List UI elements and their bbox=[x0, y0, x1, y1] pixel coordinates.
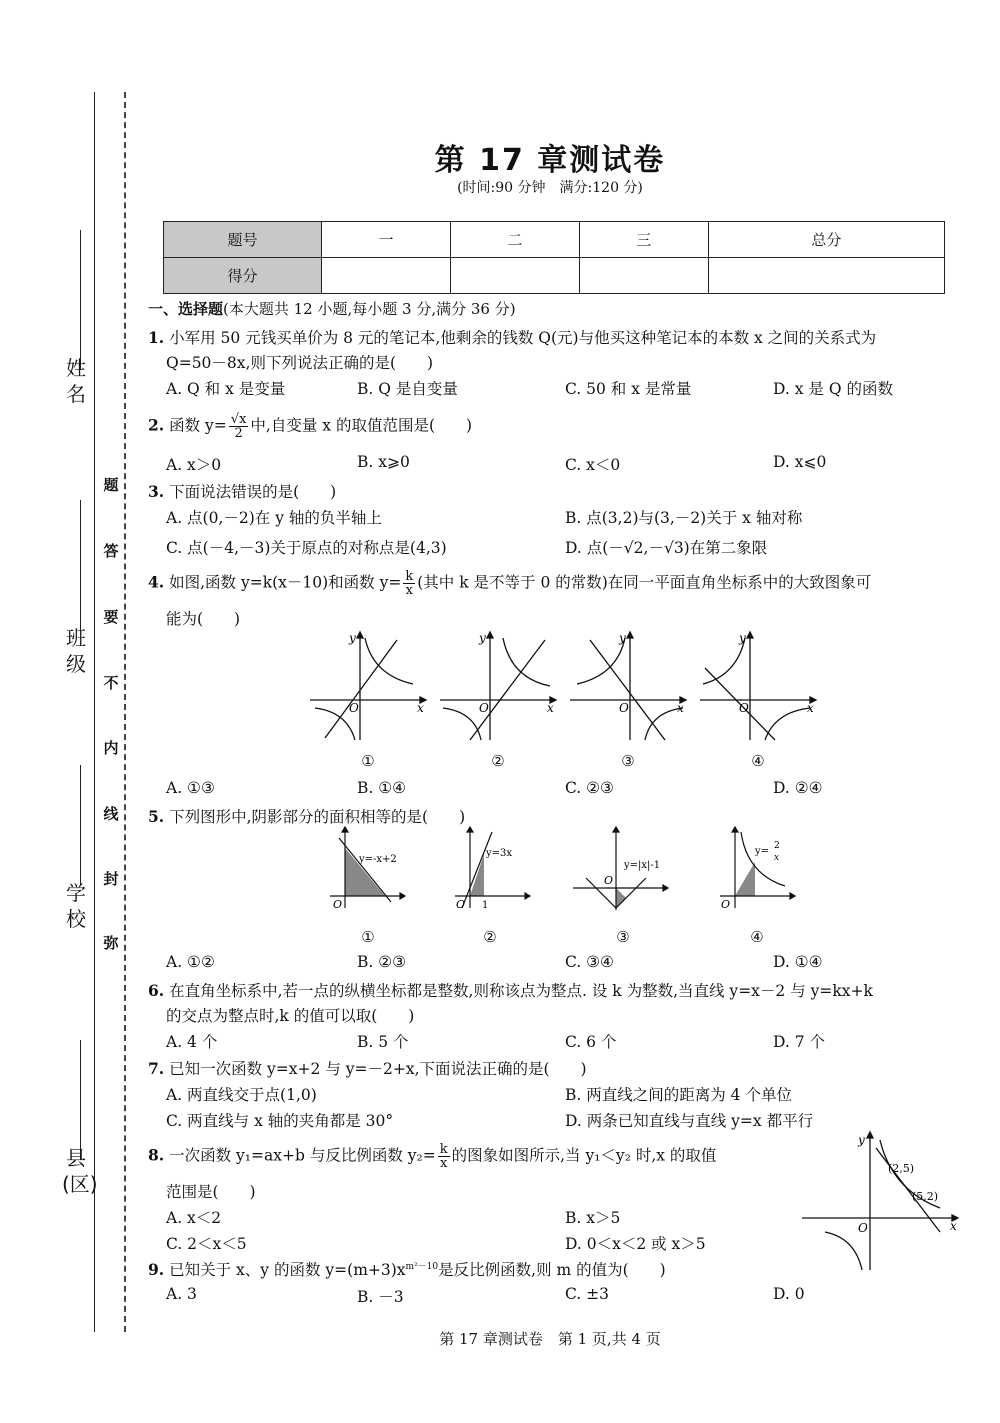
question-3 bbox=[148, 480, 336, 502]
question-text: Q=50－8x,则下列说法正确的是( ) bbox=[166, 354, 434, 372]
option-a[interactable]: A. 点(0,－2)在 y 轴的负半轴上 bbox=[166, 509, 382, 527]
origin-label: O bbox=[604, 874, 614, 887]
option-c[interactable]: C. ③④ bbox=[565, 953, 614, 971]
axis-label-x: x bbox=[547, 701, 554, 715]
origin-label: O bbox=[349, 701, 359, 715]
question-9 bbox=[148, 1258, 666, 1280]
q5-figure-3 bbox=[568, 826, 673, 911]
fraction bbox=[438, 1143, 450, 1170]
option-b[interactable]: B. x＞5 bbox=[565, 1209, 621, 1227]
question-4 bbox=[148, 570, 871, 597]
option-d[interactable]: D. x 是 Q 的函数 bbox=[773, 380, 893, 398]
name-field[interactable] bbox=[80, 230, 81, 370]
q4-figure-1 bbox=[305, 630, 430, 745]
cut-line bbox=[124, 92, 126, 1332]
question-text: 已知一次函数 y=x+2 与 y=－2+x,下面说法正确的是( ) bbox=[169, 1060, 587, 1078]
origin-label: O bbox=[333, 898, 343, 911]
q4-figure-2 bbox=[435, 630, 560, 745]
option-d[interactable]: D. 7 个 bbox=[773, 1033, 826, 1051]
option-d[interactable]: D. ②④ bbox=[773, 779, 823, 797]
option-a[interactable]: A. ①③ bbox=[166, 779, 215, 797]
equation-label: y= bbox=[755, 846, 770, 857]
seal-char: 弥 bbox=[103, 934, 119, 952]
option-d[interactable]: D. 0 bbox=[773, 1285, 805, 1303]
question-number: 4. bbox=[148, 572, 165, 592]
table-header-cell: 得分 bbox=[164, 258, 322, 294]
origin-label: O bbox=[721, 898, 731, 911]
score-cell[interactable] bbox=[322, 258, 451, 294]
name-label: 姓名 bbox=[66, 356, 86, 406]
option-d[interactable]: D. 两条已知直线与直线 y=x 都平行 bbox=[565, 1112, 814, 1130]
figure-label: ② bbox=[491, 752, 505, 770]
figure-label: ④ bbox=[750, 928, 764, 946]
q8-figure bbox=[800, 1130, 965, 1272]
table-header-cell: 题号 bbox=[164, 222, 322, 258]
question-text: 是反比例函数,则 m 的值为( ) bbox=[438, 1261, 666, 1279]
seal-char: 内 bbox=[103, 739, 119, 757]
option-a[interactable]: A. 两直线交于点(1,0) bbox=[166, 1086, 317, 1104]
question-text: 如图,函数 y=k(x－10)和函数 y= bbox=[169, 573, 402, 592]
tick-label: 1 bbox=[482, 900, 489, 911]
page-footer: 第 17 章测试卷 第 1 页,共 4 页 bbox=[439, 1330, 661, 1348]
axis-label-y: y bbox=[739, 631, 746, 645]
question-text: 小军用 50 元钱买单价为 8 元的笔记本,他剩余的钱数 Q(元)与他买这种笔记本的本数 x 之间的关系式为 bbox=[169, 329, 877, 347]
option-c[interactable]: C. 点(－4,－3)关于原点的对称点是(4,3) bbox=[166, 539, 447, 557]
question-text: 下列图形中,阴影部分的面积相等的是( ) bbox=[169, 808, 466, 826]
question-2 bbox=[148, 413, 472, 440]
question-8 bbox=[148, 1143, 716, 1170]
table-header-cell: 一 bbox=[322, 222, 451, 258]
question-text: 中,自变量 x 的取值范围是( ) bbox=[250, 416, 473, 435]
question-text: 能为( ) bbox=[166, 610, 241, 628]
fraction bbox=[229, 413, 249, 440]
class-field[interactable] bbox=[80, 500, 81, 630]
option-c[interactable]: C. 6 个 bbox=[565, 1033, 617, 1051]
fraction-denominator: x bbox=[439, 1156, 448, 1171]
fraction-numerator: k bbox=[439, 1142, 448, 1157]
axis-label-x: x bbox=[677, 701, 684, 715]
seal-char: 线 bbox=[103, 805, 119, 823]
question-number: 5. bbox=[148, 807, 165, 826]
fraction-denominator: x bbox=[774, 853, 780, 863]
county-field[interactable] bbox=[80, 1040, 81, 1160]
seal-char: 题 bbox=[103, 476, 119, 494]
point-label: (2,5) bbox=[888, 1162, 915, 1175]
option-a[interactable]: A. ①② bbox=[166, 953, 215, 971]
binding-line bbox=[94, 92, 95, 1332]
figure-label: ③ bbox=[616, 928, 630, 946]
question-text: 的交点为整点时,k 的值可以取( ) bbox=[166, 1007, 415, 1025]
option-b[interactable]: B. －3 bbox=[357, 1288, 404, 1306]
question-number: 7. bbox=[148, 1059, 165, 1078]
school-label: 学校 bbox=[66, 881, 86, 931]
question-number: 1. bbox=[148, 328, 165, 347]
axis-label-y: y bbox=[349, 631, 356, 645]
table-header-cell: 三 bbox=[579, 222, 708, 258]
option-b[interactable]: B. 点(3,2)与(3,－2)关于 x 轴对称 bbox=[565, 509, 803, 527]
origin-label: O bbox=[619, 701, 629, 715]
score-table bbox=[163, 221, 945, 294]
q4-figure-3 bbox=[565, 630, 690, 745]
table-row bbox=[164, 222, 945, 258]
section-note: (本大题共 12 小题,每小题 3 分,满分 36 分) bbox=[223, 300, 516, 318]
question-number: 8. bbox=[148, 1145, 165, 1165]
figure-label: ③ bbox=[621, 752, 635, 770]
origin-label: O bbox=[739, 701, 749, 715]
fraction-numerator: k bbox=[405, 569, 414, 584]
axis-label-x: x bbox=[950, 1219, 957, 1233]
page-title: 第 17 章测试卷 bbox=[434, 143, 666, 178]
question-text: 函数 y= bbox=[169, 416, 227, 435]
score-cell[interactable] bbox=[450, 258, 579, 294]
equation-label: y=|x|-1 bbox=[624, 860, 661, 871]
option-d[interactable]: D. x⩽0 bbox=[773, 453, 827, 471]
q5-figure-1 bbox=[325, 826, 410, 911]
question-text: 范围是( ) bbox=[166, 1183, 256, 1201]
question-text: 在直角坐标系中,若一点的纵横坐标都是整数,则称该点为整点. 设 k 为整数,当直线 y=x－2 与 y=kx+k bbox=[169, 982, 873, 1000]
question-text: 的图象如图所示,当 y₁＜y₂ 时,x 的取值 bbox=[451, 1146, 717, 1165]
option-d[interactable]: D. ①④ bbox=[773, 953, 823, 971]
fraction-numerator: √x bbox=[230, 412, 247, 427]
axis-label-y: y bbox=[619, 631, 626, 645]
option-c[interactable]: C. ②③ bbox=[565, 779, 614, 797]
question-text: 一次函数 y₁=ax+b 与反比例函数 y₂= bbox=[169, 1146, 436, 1165]
table-row bbox=[164, 258, 945, 294]
question-number: 9. bbox=[148, 1260, 165, 1279]
axis-label-x: x bbox=[807, 701, 814, 715]
score-cell[interactable] bbox=[708, 258, 944, 294]
table-header-cell: 总分 bbox=[708, 222, 944, 258]
fraction-numerator: 2 bbox=[774, 841, 780, 851]
axis-label-x: x bbox=[417, 701, 424, 715]
option-c[interactable]: C. 50 和 x 是常量 bbox=[565, 380, 692, 398]
option-a[interactable]: A. x＜2 bbox=[166, 1209, 222, 1227]
question-7 bbox=[148, 1057, 587, 1079]
origin-label: O bbox=[456, 898, 466, 911]
class-label: 班级 bbox=[66, 626, 86, 676]
option-a[interactable]: A. 3 bbox=[166, 1285, 197, 1303]
option-a[interactable]: A. 4 个 bbox=[166, 1033, 218, 1051]
option-c[interactable]: C. 两直线与 x 轴的夹角都是 30° bbox=[166, 1112, 394, 1130]
option-b[interactable]: B. ②③ bbox=[357, 953, 407, 971]
question-number: 2. bbox=[148, 415, 165, 435]
axis-label-y: y bbox=[479, 631, 486, 645]
option-d[interactable]: D. 点(－√2,－√3)在第二象限 bbox=[565, 539, 768, 557]
table-header-cell: 二 bbox=[450, 222, 579, 258]
fraction bbox=[403, 570, 415, 597]
seal-char: 要 bbox=[103, 608, 119, 626]
option-b[interactable]: B. 5 个 bbox=[357, 1033, 409, 1051]
question-6 bbox=[148, 979, 873, 1001]
q5-figure-2 bbox=[450, 826, 535, 911]
option-b[interactable]: B. 两直线之间的距离为 4 个单位 bbox=[565, 1086, 792, 1104]
origin-label: O bbox=[858, 1221, 868, 1235]
page-subtitle: (时间:90 分钟 满分:120 分) bbox=[457, 180, 643, 196]
school-field[interactable] bbox=[80, 765, 81, 885]
option-c[interactable]: C. 2＜x＜5 bbox=[166, 1235, 247, 1253]
option-c[interactable]: C. ±3 bbox=[565, 1285, 610, 1303]
seal-char: 不 bbox=[103, 674, 119, 692]
equation-label: y=-x+2 bbox=[359, 854, 397, 865]
seal-char: 封 bbox=[103, 870, 119, 888]
question-text: 下面说法错误的是( ) bbox=[169, 483, 337, 501]
exponent: m²－10 bbox=[405, 1261, 439, 1272]
section-title: 一、选择题 bbox=[148, 300, 224, 318]
equation-label: y=3x bbox=[486, 848, 513, 859]
option-d[interactable]: D. 0＜x＜2 或 x＞5 bbox=[565, 1235, 706, 1253]
origin-label: O bbox=[479, 701, 489, 715]
option-b[interactable]: B. ①④ bbox=[357, 779, 407, 797]
question-number: 3. bbox=[148, 482, 165, 501]
fraction-denominator: x bbox=[405, 583, 413, 598]
figure-label: ① bbox=[361, 928, 375, 946]
option-b[interactable]: B. Q 是自变量 bbox=[357, 380, 458, 398]
axis-label-y: y bbox=[858, 1133, 865, 1147]
figure-label: ④ bbox=[751, 752, 765, 770]
question-number: 6. bbox=[148, 981, 165, 1000]
option-a[interactable]: A. x＞0 bbox=[166, 456, 222, 474]
q4-figure-4 bbox=[695, 630, 820, 745]
question-text: 已知关于 x、y 的函数 y=(m+3)x bbox=[169, 1261, 406, 1279]
section-heading bbox=[148, 298, 516, 319]
fraction-denominator: 2 bbox=[234, 426, 243, 441]
question-text: (其中 k 是不等于 0 的常数)在同一平面直角坐标系中的大致图象可 bbox=[417, 573, 872, 592]
question-1 bbox=[148, 326, 876, 348]
option-b[interactable]: B. x⩾0 bbox=[357, 453, 410, 471]
county-label: 县(区) bbox=[62, 1146, 98, 1196]
seal-char: 答 bbox=[103, 542, 119, 560]
point-label: (5,2) bbox=[912, 1190, 939, 1203]
figure-label: ① bbox=[361, 752, 375, 770]
figure-label: ② bbox=[483, 928, 497, 946]
option-a[interactable]: A. Q 和 x 是变量 bbox=[166, 380, 286, 398]
option-c[interactable]: C. x＜0 bbox=[565, 456, 621, 474]
q5-figure-4 bbox=[715, 826, 800, 911]
score-cell[interactable] bbox=[579, 258, 708, 294]
question-5 bbox=[148, 805, 465, 827]
